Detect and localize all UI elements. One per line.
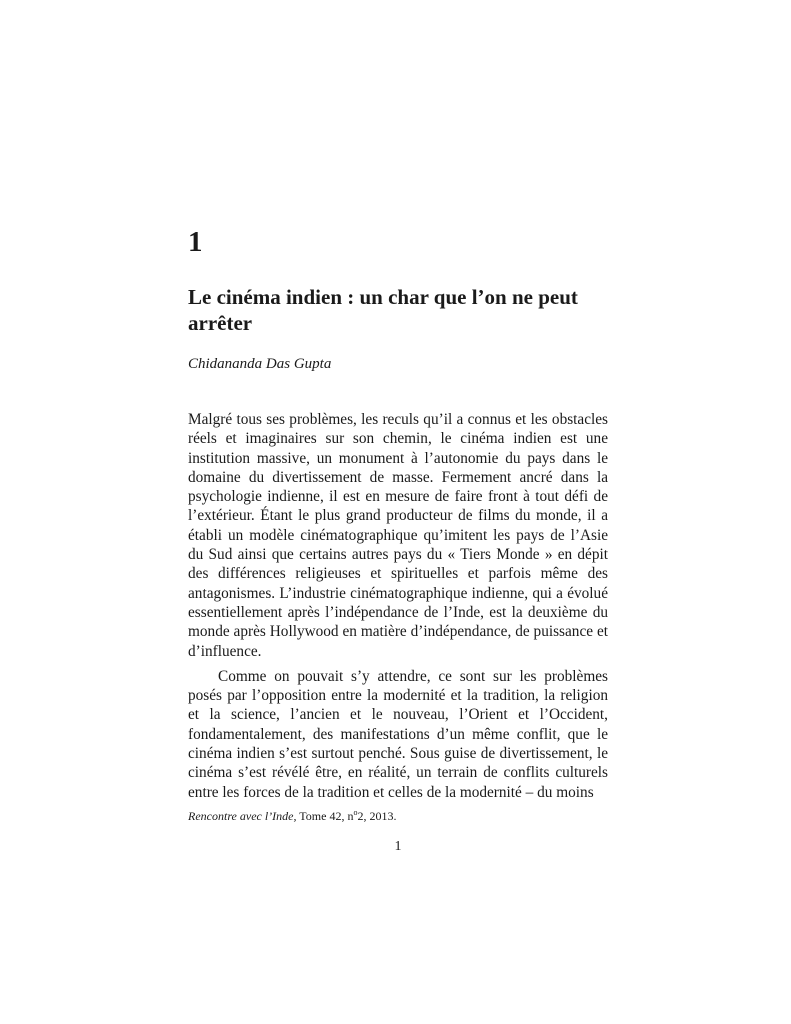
page-number: 1: [394, 839, 402, 854]
chapter-body: [188, 410, 608, 802]
body-paragraph: Malgré tous ses problèmes, les reculs qu’il a connus et les obstacles réels et imaginaires sur son chemin, le cinéma indien est une institution massive, un monument à l’autonomie du pays dans le domaine du divertissement de masse. Fermement ancré dans la psychologie indienne, il est en mesure de faire front à tout défi de l’extérieur. Étant le plus grand producteur de films du monde, il a établi un modèle cinématographique qu’imitent les pays de l’Asie du Sud ainsi que certains autres pays du « Tiers Monde » en dépit des différences religieuses et spirituelles et parfois même des antagonismes. L’industrie cinématographique indienne, qui a évolué essentiellement après l’indépendance de l’Inde, est la deuxième du monde après Hollywood en matière d’indépendance, de puissance et d’influence.: [188, 411, 608, 660]
citation-details-suffix: 2, 2013.: [357, 809, 397, 823]
chapter-title: Le cinéma indien : un char que l’on ne peut arrêter: [188, 285, 578, 335]
source-citation: [188, 808, 396, 824]
body-paragraph: Comme on pouvait s’y attendre, ce sont sur les problèmes posés par l’opposition entre la modernité et la tradition, la religion et la science, l’ancien et le nouveau, l’Orient et l’Occident, fondamentalement, des manifestations d’un même conflit, que le cinéma indien s’est surtout penché. Sous guise de divertissement, le cinéma s’est révélé être, en réalité, un terrain de conflits culturels entre les forces de la tradition et celles de la modernité – du moins: [188, 667, 608, 801]
citation-details-prefix: Tome 42, n: [299, 809, 354, 823]
chapter-author: Chidananda Das Gupta: [188, 356, 332, 372]
chapter-number: 1: [188, 226, 203, 258]
citation-details-sup: o: [353, 808, 358, 817]
citation-journal: Rencontre avec l’Inde,: [188, 809, 297, 823]
